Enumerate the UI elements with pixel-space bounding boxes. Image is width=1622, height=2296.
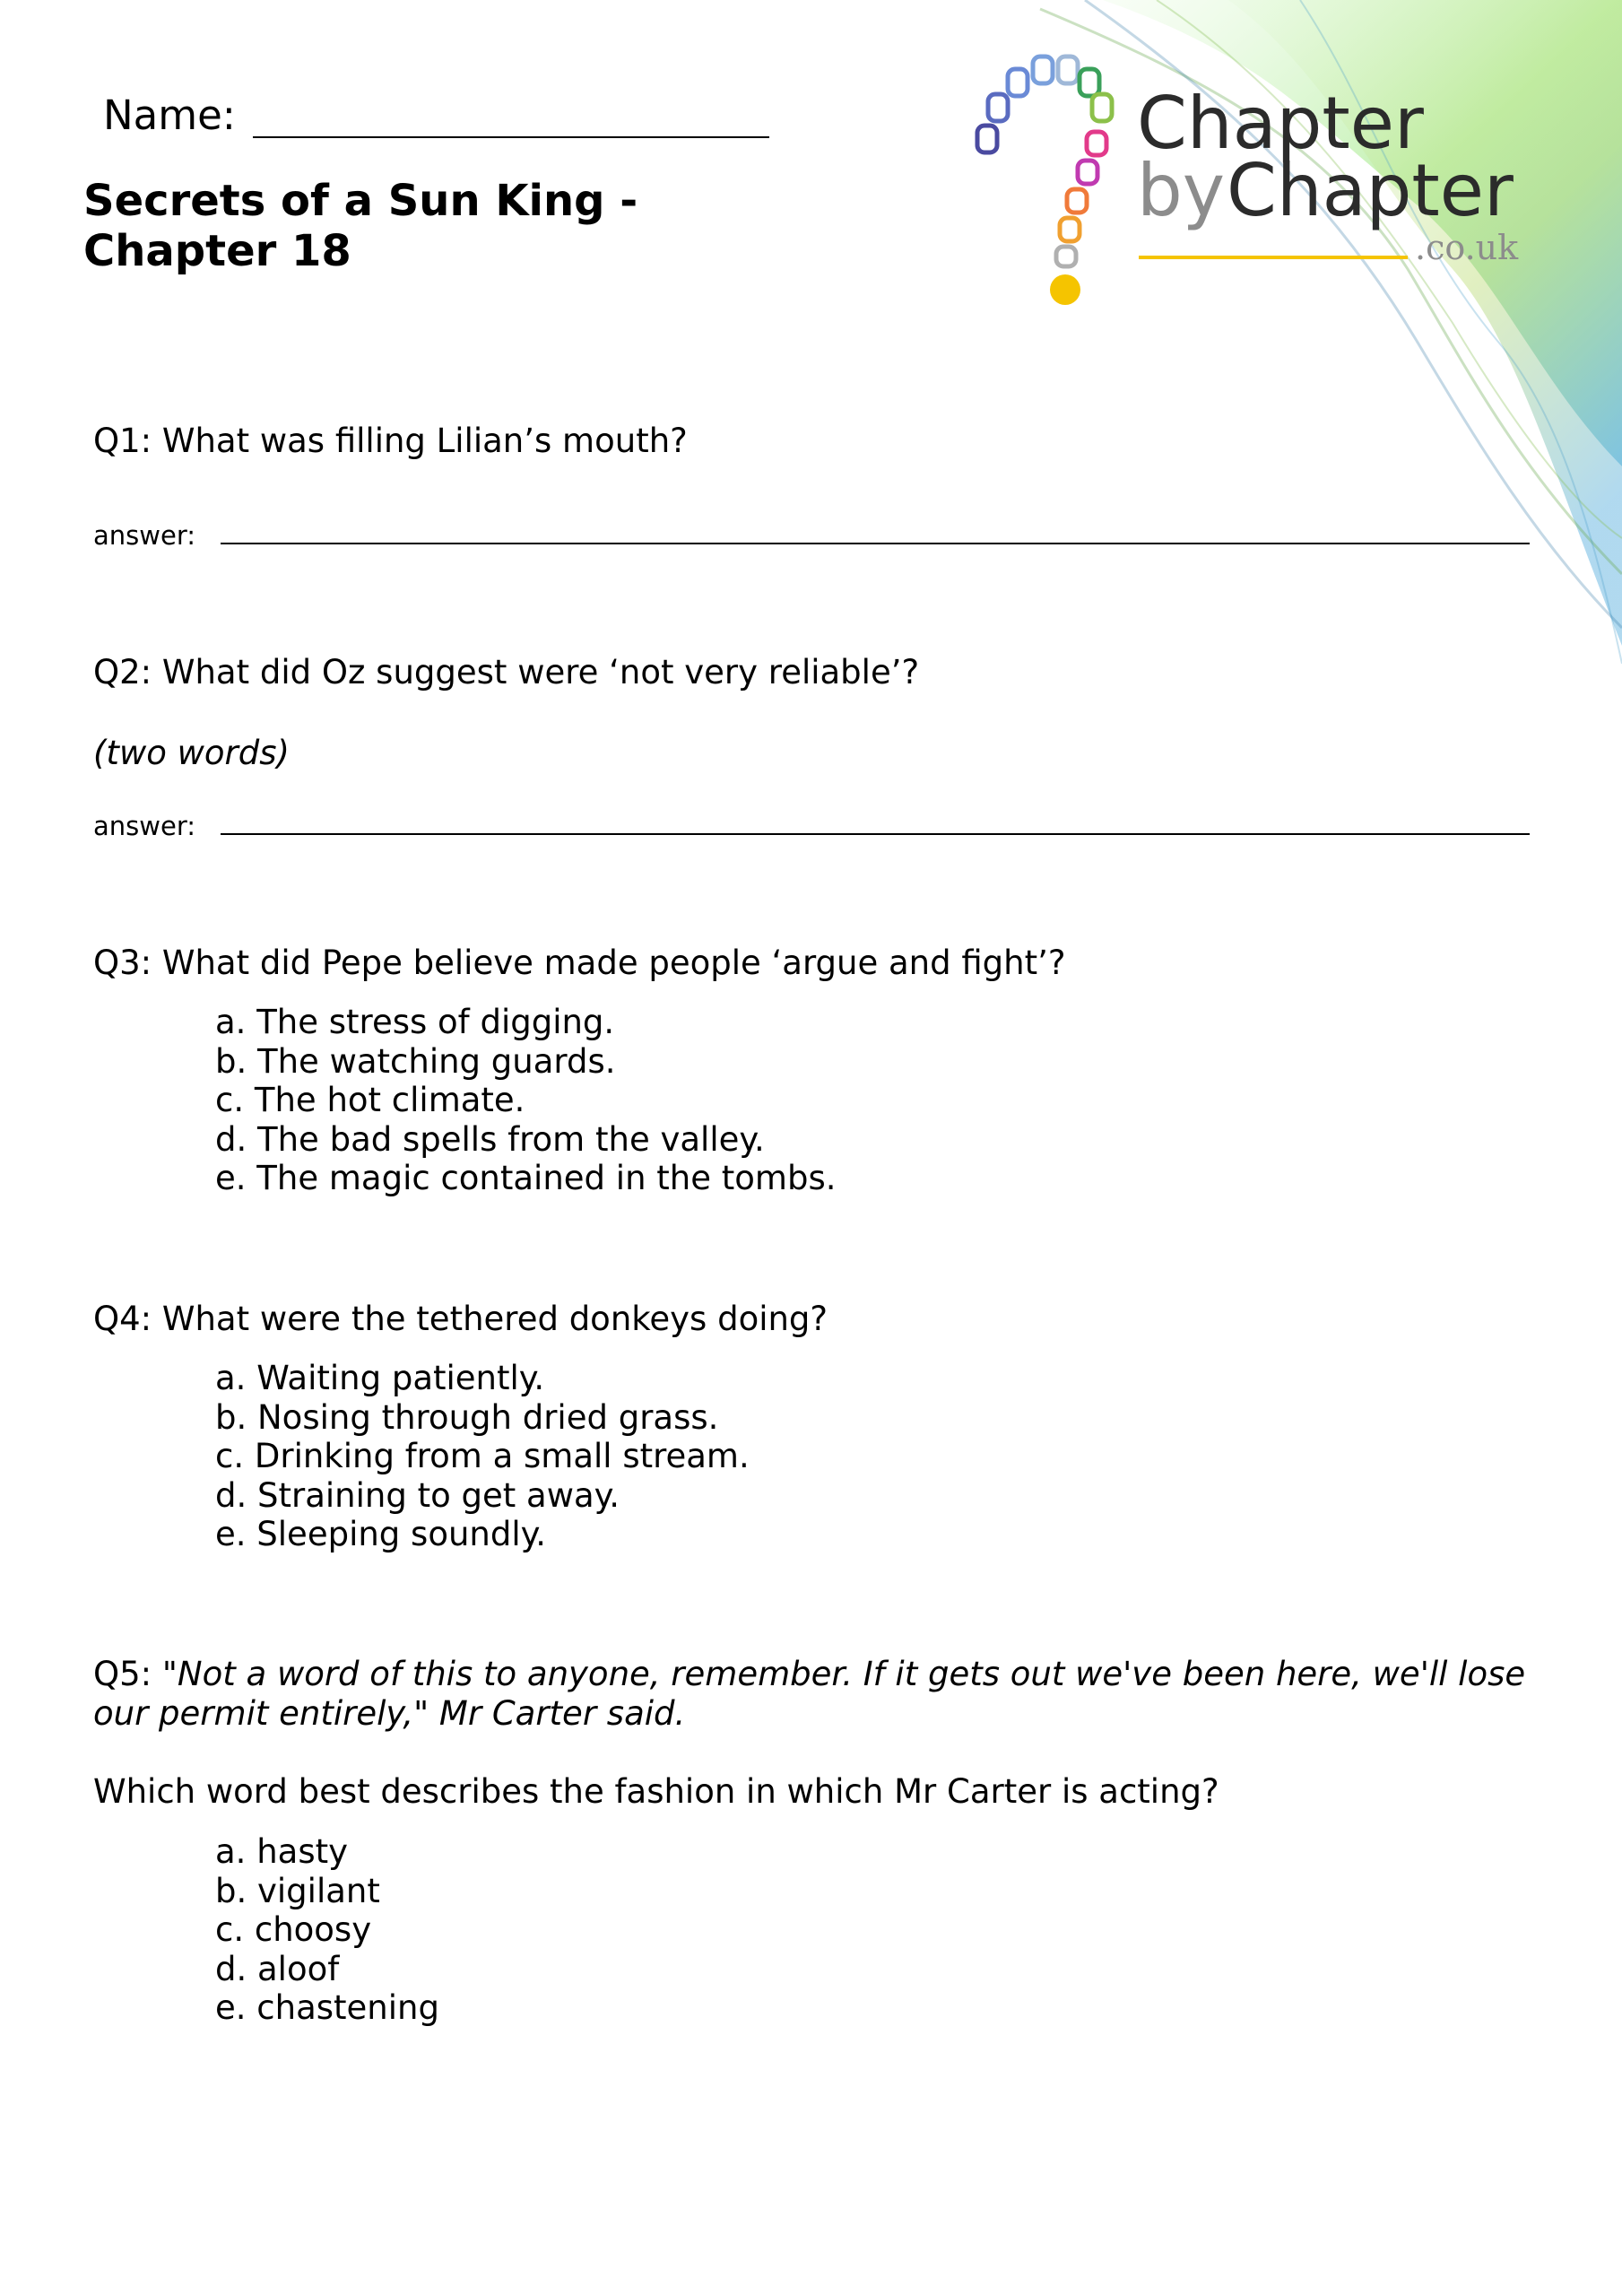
- option-e[interactable]: e. chastening: [215, 1988, 439, 2027]
- option-c[interactable]: c. choosy: [215, 1910, 372, 1949]
- option-d[interactable]: d. aloof: [215, 1949, 340, 1988]
- question-1-prompt: Q1: What was filling Lilian’s mouth?: [93, 422, 688, 460]
- question-5-options: [215, 1832, 439, 2028]
- book-arc-icon: [977, 57, 1112, 305]
- name-input-line[interactable]: [253, 136, 769, 138]
- option-d[interactable]: d. Straining to get away.: [215, 1475, 620, 1515]
- option-b[interactable]: b. The watching guards.: [215, 1041, 616, 1081]
- question-3-options: [215, 1003, 837, 1198]
- question-3-prompt: Q3: What did Pepe believe made people ‘argue and fight’?: [93, 944, 1066, 982]
- worksheet-title: [83, 176, 711, 276]
- question-5-quote: [93, 1655, 1546, 1734]
- question-2-answer-label: answer:: [93, 811, 196, 841]
- logo-domain: .co.uk: [1415, 228, 1519, 267]
- question-5-quote-text: "Not a word of this to anyone, remember. If it gets out we've been here, we'll lose our permit entirely," Mr Carter said.: [93, 1655, 1526, 1733]
- question-2-prompt: Q2: What did Oz suggest were ‘not very reliable’?: [93, 653, 920, 691]
- logo-word-chapter-2: Chapter: [1227, 149, 1514, 232]
- question-1-answer-label: answer:: [93, 520, 196, 551]
- question-2-answer-line[interactable]: [221, 833, 1530, 835]
- chapter-by-chapter-logo: [968, 49, 1542, 318]
- question-5-label: Q5:: [93, 1655, 152, 1693]
- option-a[interactable]: a. hasty: [215, 1832, 348, 1871]
- question-5-prompt: Which word best describes the fashion in which Mr Carter is acting?: [93, 1772, 1219, 1811]
- question-4-options: [215, 1359, 750, 1554]
- question-1-answer-line[interactable]: [221, 543, 1530, 544]
- option-e[interactable]: e. The magic contained in the tombs.: [215, 1159, 837, 1197]
- option-b[interactable]: b. vigilant: [215, 1871, 380, 1910]
- option-c[interactable]: c. Drinking from a small stream.: [215, 1437, 750, 1475]
- option-c[interactable]: c. The hot climate.: [215, 1081, 525, 1119]
- option-d[interactable]: d. The bad spells from the valley.: [215, 1119, 765, 1159]
- logo-word-chapter: Chapter: [1137, 82, 1424, 165]
- question-2-note: (two words): [93, 734, 290, 772]
- title-line-2: Chapter 18: [83, 226, 351, 276]
- name-label: Name:: [103, 91, 236, 139]
- title-line-1: Secrets of a Sun King -: [83, 176, 638, 226]
- option-b[interactable]: b. Nosing through dried grass.: [215, 1397, 719, 1437]
- logo-word-by: by: [1137, 149, 1226, 232]
- option-a[interactable]: a. The stress of digging.: [215, 1003, 615, 1041]
- option-e[interactable]: e. Sleeping soundly.: [215, 1515, 547, 1553]
- option-a[interactable]: a. Waiting patiently.: [215, 1359, 545, 1397]
- question-4-prompt: Q4: What were the tethered donkeys doing?: [93, 1300, 828, 1338]
